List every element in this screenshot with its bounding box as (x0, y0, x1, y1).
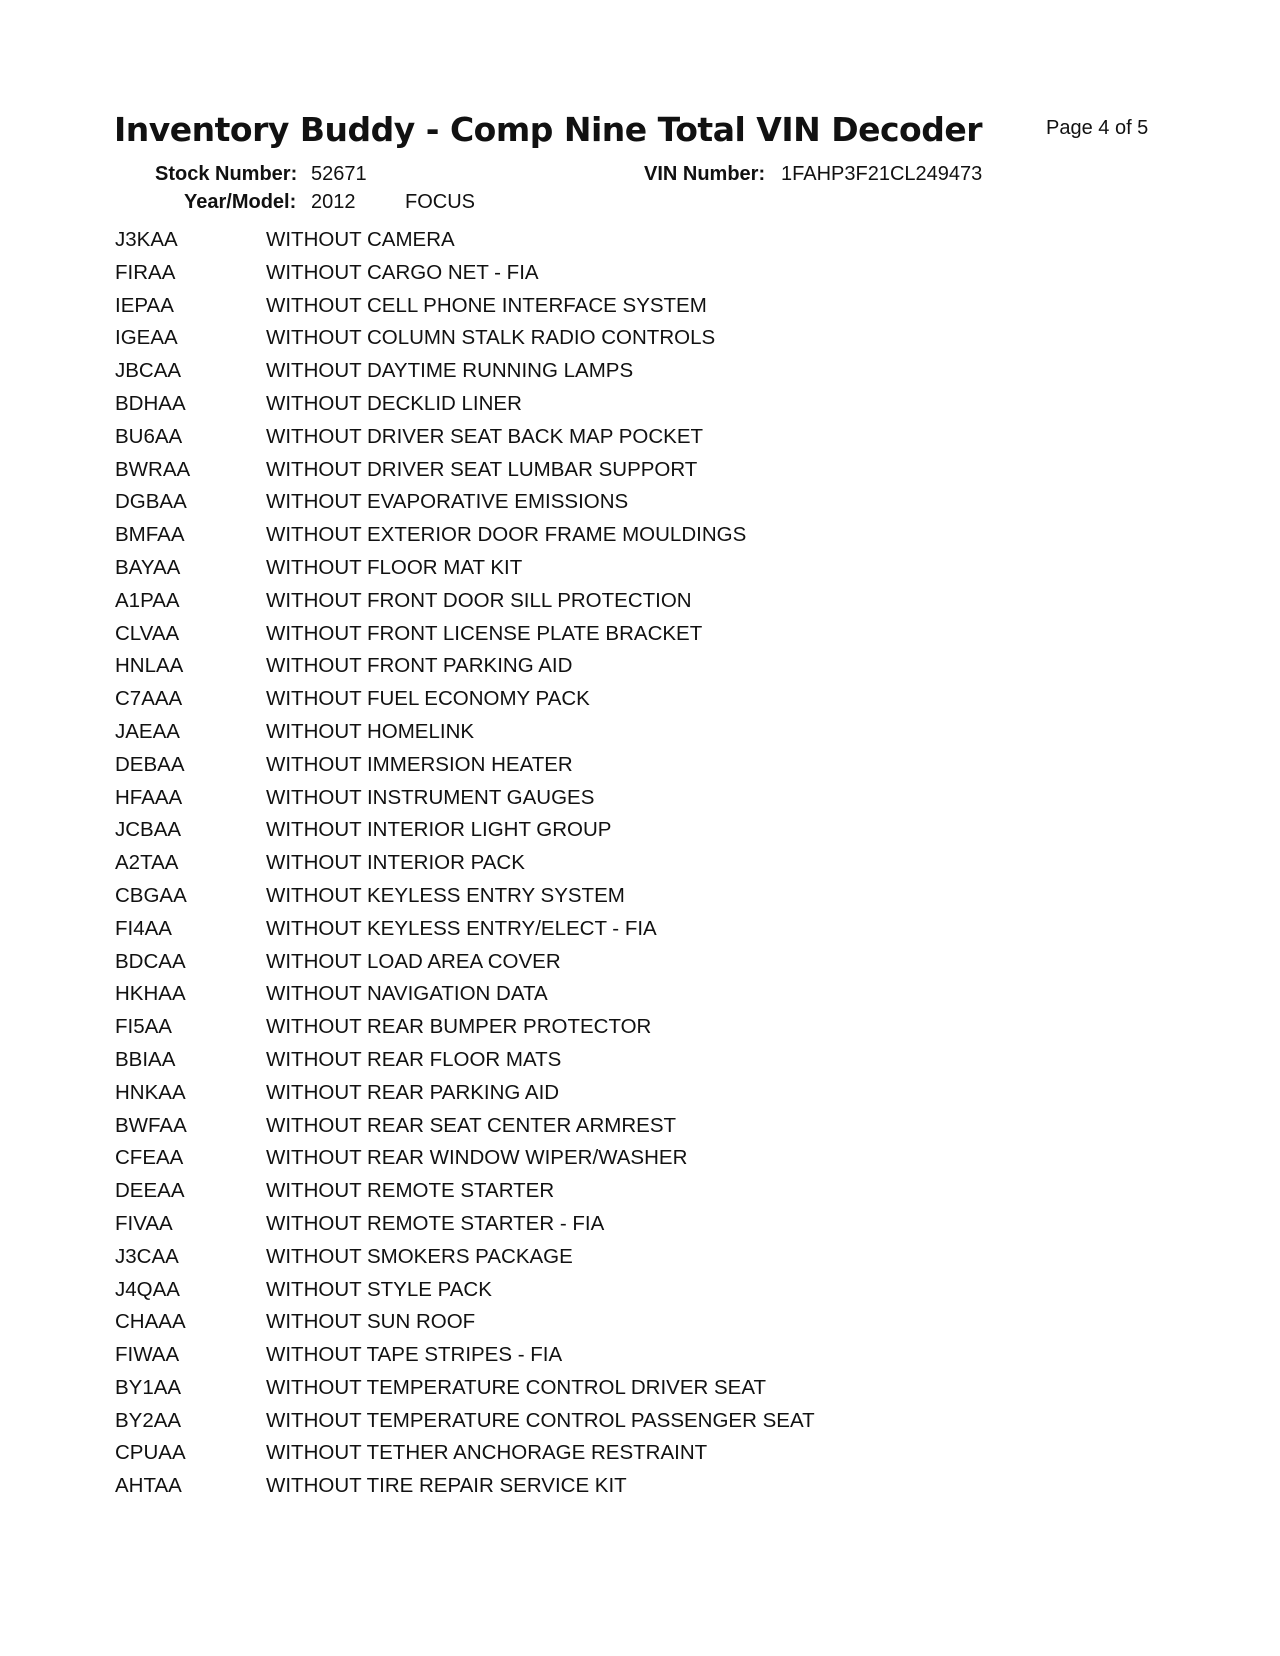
option-row (0, 1474, 1280, 1507)
option-code: DGBAA (115, 490, 187, 514)
option-description: WITHOUT FRONT LICENSE PLATE BRACKET (266, 621, 703, 645)
option-description: WITHOUT DRIVER SEAT BACK MAP POCKET (266, 424, 704, 448)
option-description: WITHOUT INTERIOR PACK (266, 851, 525, 875)
option-code: HNKAA (115, 1080, 186, 1104)
option-row (0, 1343, 1280, 1376)
option-row (0, 1376, 1280, 1409)
option-row (0, 589, 1280, 622)
option-description: WITHOUT FLOOR MAT KIT (266, 555, 523, 579)
vin-value: 1FAHP3F21CL249473 (781, 163, 983, 185)
option-code: BWRAA (115, 457, 191, 481)
option-code: HNLAA (115, 654, 184, 678)
year-model-label: Year/Model: (184, 191, 297, 213)
option-row (0, 687, 1280, 720)
option-code: FIWAA (115, 1343, 180, 1367)
option-description: WITHOUT FUEL ECONOMY PACK (266, 687, 590, 711)
option-description: WITHOUT DRIVER SEAT LUMBAR SUPPORT (266, 457, 698, 481)
option-row (0, 392, 1280, 425)
option-description: WITHOUT TEMPERATURE CONTROL PASSENGER SEAT (266, 1408, 815, 1432)
option-description: WITHOUT REAR WINDOW WIPER/WASHER (266, 1146, 688, 1170)
option-description: WITHOUT DAYTIME RUNNING LAMPS (266, 359, 634, 383)
option-code: A1PAA (115, 588, 180, 612)
option-row (0, 294, 1280, 327)
option-row (0, 1310, 1280, 1343)
option-row (0, 326, 1280, 359)
option-code: CFEAA (115, 1146, 184, 1170)
option-code: J3CAA (115, 1244, 179, 1268)
model-value: FOCUS (405, 191, 475, 213)
option-description: WITHOUT FRONT PARKING AID (266, 654, 573, 678)
option-code: FI5AA (115, 1015, 172, 1039)
option-description: WITHOUT HOMELINK (266, 719, 475, 743)
option-row (0, 425, 1280, 458)
option-description: WITHOUT SMOKERS PACKAGE (266, 1244, 573, 1268)
option-code: AHTAA (115, 1474, 182, 1498)
option-code: BDHAA (115, 391, 186, 415)
option-row (0, 1212, 1280, 1245)
option-row (0, 228, 1280, 261)
option-code: BBIAA (115, 1047, 176, 1071)
option-description: WITHOUT REAR PARKING AID (266, 1080, 560, 1104)
option-row (0, 884, 1280, 917)
option-row (0, 1245, 1280, 1278)
option-row (0, 982, 1280, 1015)
option-code: JBCAA (115, 359, 182, 383)
option-description: WITHOUT KEYLESS ENTRY SYSTEM (266, 883, 625, 907)
option-code: FI4AA (115, 916, 172, 940)
option-description: WITHOUT SUN ROOF (266, 1310, 476, 1334)
option-row (0, 851, 1280, 884)
option-description: WITHOUT INSTRUMENT GAUGES (266, 785, 595, 809)
option-row (0, 490, 1280, 523)
option-description: WITHOUT STYLE PACK (266, 1277, 492, 1301)
option-code: BY1AA (115, 1375, 182, 1399)
option-row (0, 786, 1280, 819)
option-row (0, 917, 1280, 950)
option-description: WITHOUT EVAPORATIVE EMISSIONS (266, 490, 629, 514)
option-description: WITHOUT NAVIGATION DATA (266, 982, 548, 1006)
option-code: FIVAA (115, 1211, 173, 1235)
option-description: WITHOUT REMOTE STARTER (266, 1179, 555, 1203)
option-code: BAYAA (115, 555, 181, 579)
option-description: WITHOUT TIRE REPAIR SERVICE KIT (266, 1474, 627, 1498)
document-title: Inventory Buddy - Comp Nine Total VIN Decoder (114, 110, 982, 149)
option-code: BWFAA (115, 1113, 187, 1137)
option-description: WITHOUT CAMERA (266, 228, 455, 251)
option-description: WITHOUT REAR SEAT CENTER ARMREST (266, 1113, 677, 1137)
option-code: BDCAA (115, 949, 186, 973)
option-row (0, 1015, 1280, 1048)
option-description: WITHOUT CARGO NET - FIA (266, 260, 539, 284)
option-code: DEEAA (115, 1179, 185, 1203)
page-number: Page 4 of 5 (1046, 117, 1149, 139)
option-code: BMFAA (115, 523, 185, 547)
option-description: WITHOUT REAR BUMPER PROTECTOR (266, 1015, 652, 1039)
option-row (0, 1278, 1280, 1311)
option-code: JAEAA (115, 719, 180, 743)
option-description: WITHOUT LOAD AREA COVER (266, 949, 561, 973)
option-row (0, 1441, 1280, 1474)
option-row (0, 523, 1280, 556)
option-row (0, 1409, 1280, 1442)
option-row (0, 458, 1280, 491)
option-description: WITHOUT CELL PHONE INTERFACE SYSTEM (266, 293, 707, 317)
option-row (0, 261, 1280, 294)
option-code: IGEAA (115, 326, 178, 350)
option-code: FIRAA (115, 260, 176, 284)
option-code: J4QAA (115, 1277, 180, 1301)
option-code: HFAAA (115, 785, 183, 809)
option-row (0, 556, 1280, 589)
option-row (0, 950, 1280, 983)
option-code: BY2AA (115, 1408, 182, 1432)
option-code: CHAAA (115, 1310, 186, 1334)
option-code: JCBAA (115, 818, 182, 842)
option-code: IEPAA (115, 293, 174, 317)
option-description: WITHOUT TAPE STRIPES - FIA (266, 1343, 563, 1367)
options-list (0, 228, 1280, 1507)
stock-number-value: 52671 (311, 163, 367, 185)
option-code: DEBAA (115, 752, 185, 776)
option-description: WITHOUT TETHER ANCHORAGE RESTRAINT (266, 1441, 708, 1465)
stock-number-label: Stock Number: (155, 163, 298, 185)
option-row (0, 753, 1280, 786)
option-code: BU6AA (115, 424, 183, 448)
option-description: WITHOUT DECKLID LINER (266, 391, 522, 415)
option-row (0, 1081, 1280, 1114)
option-row (0, 1114, 1280, 1147)
option-row (0, 622, 1280, 655)
option-description: WITHOUT INTERIOR LIGHT GROUP (266, 818, 612, 842)
option-description: WITHOUT IMMERSION HEATER (266, 752, 573, 776)
option-row (0, 720, 1280, 753)
option-description: WITHOUT COLUMN STALK RADIO CONTROLS (266, 326, 716, 350)
option-description: WITHOUT TEMPERATURE CONTROL DRIVER SEAT (266, 1375, 767, 1399)
option-code: J3KAA (115, 228, 178, 251)
option-row (0, 1179, 1280, 1212)
option-code: CLVAA (115, 621, 180, 645)
option-row (0, 1048, 1280, 1081)
option-row (0, 818, 1280, 851)
option-description: WITHOUT FRONT DOOR SILL PROTECTION (266, 588, 692, 612)
option-row (0, 654, 1280, 687)
option-code: C7AAA (115, 687, 183, 711)
option-code: HKHAA (115, 982, 186, 1006)
option-row (0, 359, 1280, 392)
option-description: WITHOUT REMOTE STARTER - FIA (266, 1211, 605, 1235)
option-code: CPUAA (115, 1441, 186, 1465)
option-description: WITHOUT KEYLESS ENTRY/ELECT - FIA (266, 916, 657, 940)
option-description: WITHOUT EXTERIOR DOOR FRAME MOULDINGS (266, 523, 747, 547)
option-description: WITHOUT REAR FLOOR MATS (266, 1047, 562, 1071)
option-code: CBGAA (115, 883, 187, 907)
vin-label: VIN Number: (644, 163, 766, 185)
year-value: 2012 (311, 191, 356, 213)
option-row (0, 1146, 1280, 1179)
option-code: A2TAA (115, 851, 179, 875)
